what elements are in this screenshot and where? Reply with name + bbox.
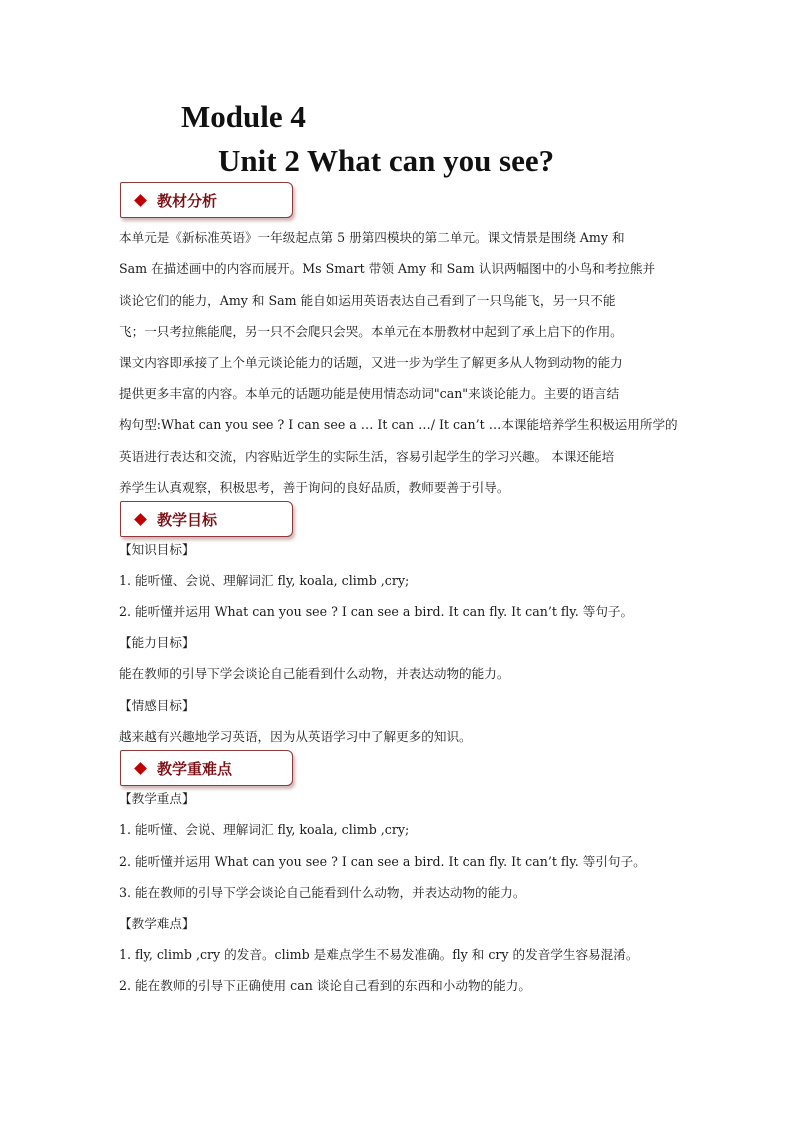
- diamond-bullet-icon: [134, 513, 147, 526]
- section-heading-label: 教学重难点: [157, 759, 233, 778]
- analysis-paragraph-line: 构句型:What can you see ? I can see a … It can …/ It can’t …本课能培养学生积极运用所学的: [119, 417, 678, 432]
- analysis-paragraph-line: 飞；一只考拉熊能爬，另一只不会爬只会哭。本单元在本册教材中起到了承上启下的作用。: [119, 324, 623, 339]
- analysis-paragraph-line: 本单元是《新标准英语》一年级起点第 5 册第四模块的第二单元。课文情景是围绕 Amy 和: [119, 230, 625, 245]
- emotion-goal-text: 越来越有兴趣地学习英语，因为从英语学习中了解更多的知识。: [119, 729, 472, 744]
- knowledge-goals-label: 【知识目标】: [119, 542, 195, 557]
- unit-title: Unit 2 What can you see?: [218, 143, 555, 178]
- diamond-bullet-icon: [134, 762, 147, 775]
- section-heading-keypoints: [120, 750, 293, 786]
- module-title: Module 4: [181, 99, 306, 134]
- focus-label: 【教学重点】: [119, 791, 195, 806]
- difficulty-item: 2. 能在教师的引导下正确使用 can 谈论自己看到的东西和小动物的能力。: [119, 978, 531, 993]
- ability-goals-label: 【能力目标】: [119, 635, 195, 650]
- knowledge-goal-item: 1. 能听懂、会说、理解词汇 fly, koala, climb ,cry;: [119, 573, 410, 588]
- section-heading-analysis: [120, 182, 293, 218]
- section-heading-label: 教学目标: [157, 510, 218, 529]
- emotion-goals-label: 【情感目标】: [119, 698, 195, 713]
- difficulty-label: 【教学难点】: [119, 916, 195, 931]
- focus-item: 2. 能听懂并运用 What can you see ? I can see a bird. It can fly. It can’t fly. 等引句子。: [119, 854, 646, 869]
- analysis-paragraph-line: Sam 在描述画中的内容而展开。Ms Smart 带领 Amy 和 Sam 认识两幅图中的小鸟和考拉熊并: [119, 261, 656, 276]
- focus-item: 1. 能听懂、会说、理解词汇 fly, koala, climb ,cry;: [119, 822, 410, 837]
- analysis-paragraph-line: 谈论它们的能力，Amy 和 Sam 能自如运用英语表达自己看到了一只鸟能飞，另一只不能: [119, 293, 616, 308]
- analysis-paragraph-line: 课文内容即承接了上个单元谈论能力的话题，又进一步为学生了解更多从人物到动物的能力: [119, 355, 623, 370]
- knowledge-goal-item: 2. 能听懂并运用 What can you see ? I can see a bird. It can fly. It can’t fly. 等句子。: [119, 604, 634, 619]
- difficulty-item: 1. fly, climb ,cry 的发音。climb 是难点学生不易发准确。fly 和 cry 的发音学生容易混淆。: [119, 947, 639, 962]
- section-heading-goals: [120, 501, 293, 537]
- analysis-paragraph-line: 提供更多丰富的内容。本单元的话题功能是使用情态动词"can"来谈论能力。主要的语言结: [119, 386, 620, 401]
- focus-item: 3. 能在教师的引导下学会谈论自己能看到什么动物，并表达动物的能力。: [119, 885, 526, 900]
- ability-goal-text: 能在教师的引导下学会谈论自己能看到什么动物，并表达动物的能力。: [119, 666, 510, 681]
- analysis-paragraph-line: 养学生认真观察，积极思考，善于询问的良好品质，教师要善于引导。: [119, 480, 510, 495]
- diamond-bullet-icon: [134, 194, 147, 207]
- analysis-paragraph-line: 英语进行表达和交流，内容贴近学生的实际生活，容易引起学生的学习兴趣。 本课还能培: [119, 449, 615, 464]
- section-heading-label: 教材分析: [157, 191, 218, 210]
